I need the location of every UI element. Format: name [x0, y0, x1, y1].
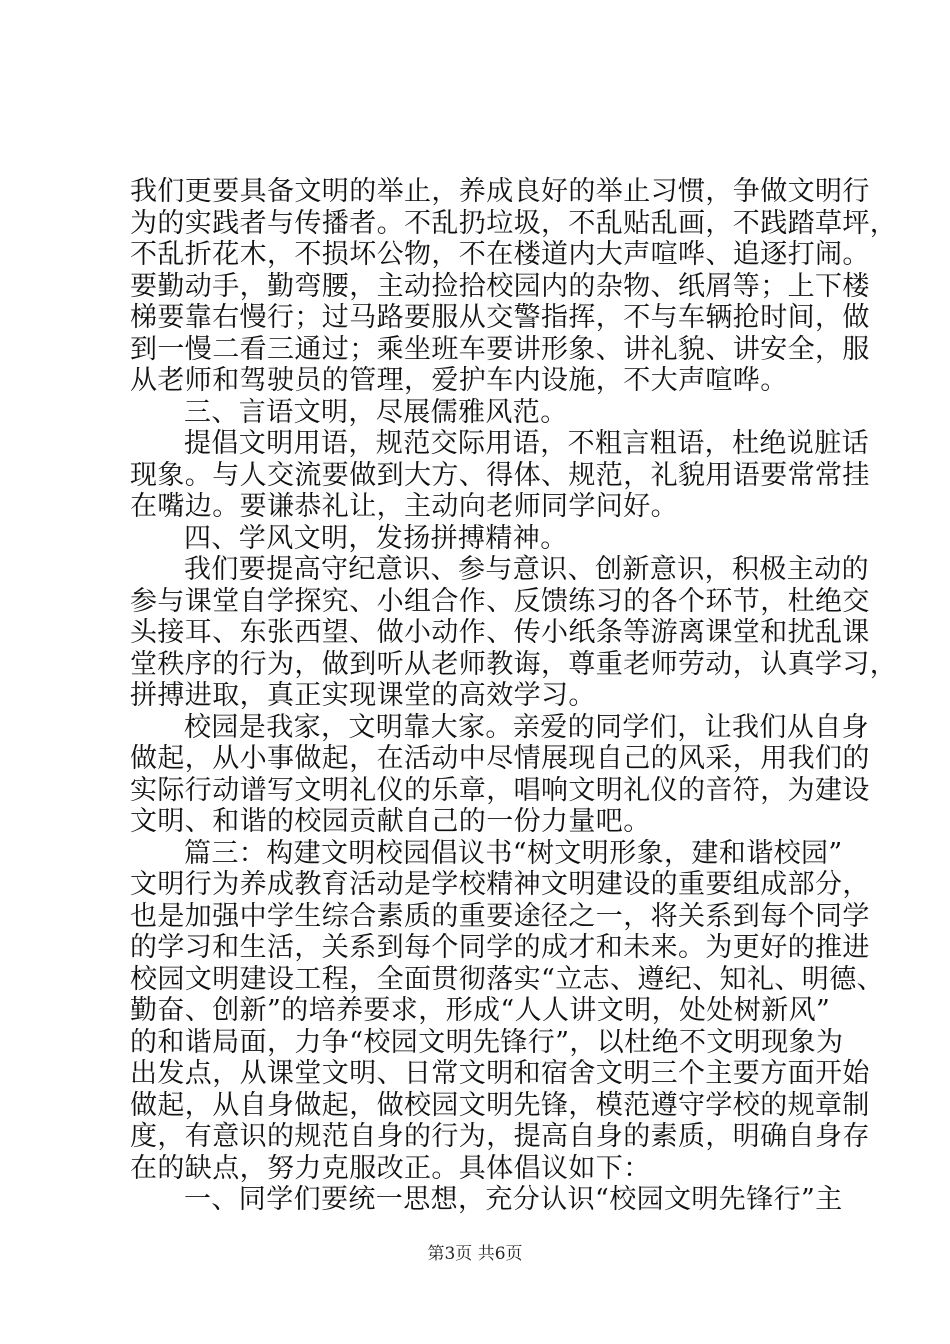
text-line: 的学习和生活，关系到每个同学的成才和未来。为更好的推进	[130, 932, 870, 963]
text-line: 也是加强中学生综合素质的重要途径之一，将关系到每个同学	[130, 900, 870, 932]
text-line: 拼搏进取，真正实现课堂的高效学习。	[130, 680, 596, 711]
section-heading: 四、学风文明，发扬拼搏精神。	[184, 522, 568, 554]
text-line: 出发点，从课堂文明、日常文明和宿舍文明三个主要方面开始	[130, 1058, 870, 1089]
text-line: 实际行动谱写文明礼仪的乐章，唱响文明礼仪的音符，为建设	[130, 774, 870, 806]
text-line: 在嘴边。要谦恭礼让，主动向老师同学问好。	[130, 491, 678, 522]
text-line: 做起，从自身做起，做校园文明先锋，模范遵守学校的规章制	[130, 1089, 870, 1121]
text-line: 我们更要具备文明的举止，养成良好的举止习惯，争做文明行	[130, 176, 870, 207]
text-line: 为的实践者与传播者。不乱扔垃圾，不乱贴乱画，不践踏草坪，	[130, 207, 898, 239]
paragraph-first-line: 我们要提高守纪意识、参与意识、创新意识，积极主动的	[184, 554, 869, 585]
section-heading: 一、同学们要统一思想，充分认识“校园文明先锋行”主	[184, 1184, 843, 1215]
text-line: 头接耳、东张西望、做小动作、传小纸条等游离课堂和扰乱课	[130, 617, 870, 648]
text-line: 度，有意识的规范自身的行为，提高自身的素质，明确自身存	[130, 1121, 870, 1152]
text-line: 参与课堂自学探究、小组合作、反馈练习的各个环节，杜绝交	[130, 585, 870, 617]
text-line: 不乱折花木，不损坏公物，不在楼道内大声喧哗、追逐打闹。	[130, 239, 870, 270]
paragraph-first-line: 校园是我家，文明靠大家。亲爱的同学们，让我们从自身	[184, 711, 869, 743]
text-line: 现象。与人交流要做到大方、得体、规范，礼貌用语要常常挂	[130, 459, 870, 491]
document-body	[130, 176, 898, 1216]
text-line: 梯要靠右慢行；过马路要服从交警指挥，不与车辆抢时间，做	[130, 302, 870, 333]
text-line: 的和谐局面，力争“校园文明先锋行”，以杜绝不文明现象为	[130, 1026, 844, 1058]
text-line: 要勤动手，勤弯腰，主动捡拾校园内的杂物、纸屑等；上下楼	[130, 270, 870, 302]
text-line: 到一慢二看三通过；乘坐班车要讲形象、讲礼貌、讲安全，服	[130, 333, 870, 365]
text-line: 文明行为养成教育活动是学校精神文明建设的重要组成部分，	[130, 869, 870, 900]
section-heading: 三、言语文明，尽展儒雅风范。	[184, 396, 568, 428]
text-line: 校园文明建设工程，全面贯彻落实“立志、遵纪、知礼、明德、	[130, 963, 885, 995]
page-number: 第3页 共6页	[427, 1244, 523, 1264]
paragraph-first-line: 提倡文明用语，规范交际用语，不粗言粗语，杜绝说脏话	[184, 428, 869, 459]
text-line: 勤奋、创新”的培养要求，形成“人人讲文明，处处树新风”	[130, 995, 831, 1026]
text-line: 在的缺点，努力克服改正。具体倡议如下：	[130, 1152, 651, 1184]
article-title: 篇三：构建文明校园倡议书“树文明形象，建和谐校园”	[184, 837, 843, 869]
text-line: 文明、和谐的校园贡献自己的一份力量吧。	[130, 806, 651, 837]
text-line: 堂秩序的行为，做到听从老师教诲，尊重老师劳动，认真学习，	[130, 648, 898, 680]
text-line: 做起，从小事做起，在活动中尽情展现自己的风采，用我们的	[130, 743, 870, 774]
text-line: 从老师和驾驶员的管理，爱护车内设施，不大声喧哗。	[130, 365, 788, 396]
page-footer	[0, 1243, 950, 1265]
